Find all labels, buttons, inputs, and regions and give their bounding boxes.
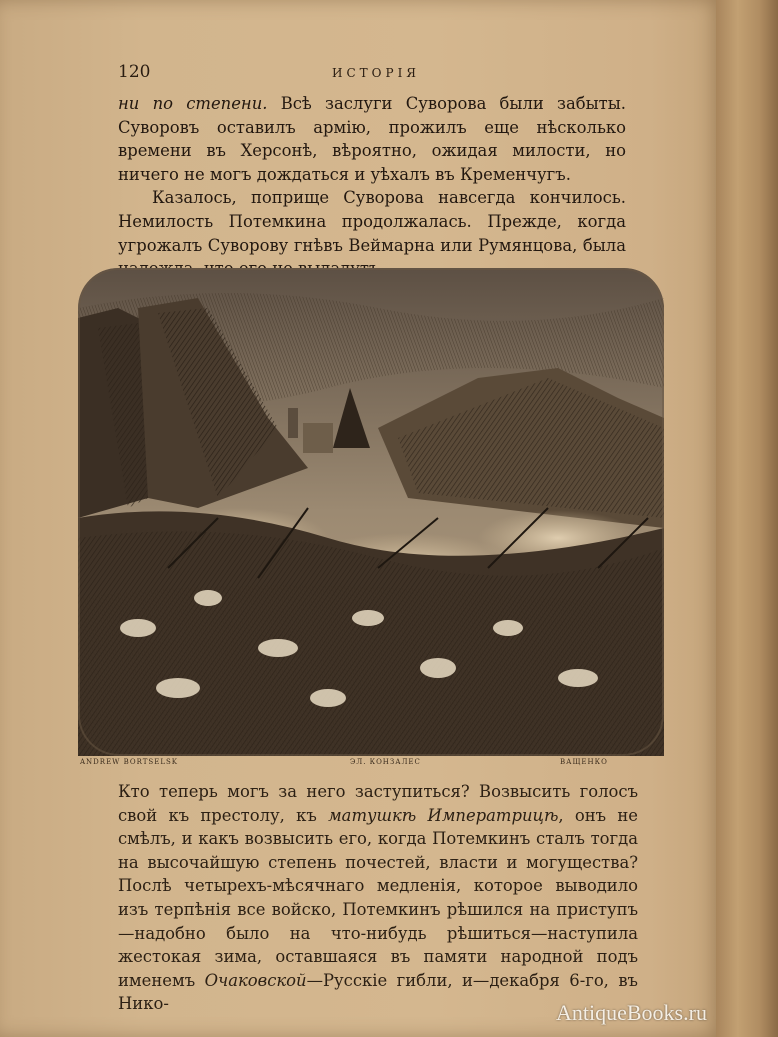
paragraph-3-seg5: —Русскіе гибли, и—декабря 6-го, въ Нико- [118,970,638,1014]
paragraph-1-text: Всѣ заслуги Суворова были забыты. Суворовъ оставилъ армію, прожилъ еще нѣсколько времени въ Херсонѣ, вѣроятно, ожидая милости, но ничего не могъ дождаться и уѣхалъ въ Кременчугъ. [118,94,626,184]
italic-phrase: ни по степени. [118,94,268,113]
engraving-illustration [78,268,664,756]
site-watermark: AntiqueBooks.ru [556,1000,707,1025]
credit-right: ВАЩЕНКО [560,758,608,766]
paragraph-3-seg3: , онъ не смѣлъ, и какъ возвысить его, когда Потемкинъ сталъ тогда на высочайшую степень почестей, власти и могущества? Послѣ четырехъ-мѣсячнаго медленія, которое выводило изъ терпѣнія все войско, Потемкинъ рѣшился на приступъ—надобно было на что-нибудь рѣшиться—наступила жестокая зима, оставшаяся въ памяти народной подъ именемъ [118,805,638,990]
running-title: ИСТОРІЯ [332,66,420,80]
text-top [118,92,626,281]
credit-center: ЭЛ. КОНЗАЛЕС [350,758,421,766]
paragraph-1 [118,92,626,186]
text-bottom [118,780,638,1016]
engraving-credits [80,758,666,770]
italic-phrase-empress: матушкѣ Императрицѣ [328,805,559,825]
page-edge [716,0,778,1037]
paragraph-3 [118,780,638,1016]
italic-phrase-ochakov: Очаковской [204,970,307,990]
paragraph-3-seg1: Кто теперь могъ за него заступиться? Возвысить голосъ свой къ престолу, къ [118,782,638,825]
page-number: 120 [118,62,151,82]
battle-engraving-image [78,268,664,756]
page-header [118,62,638,86]
credit-left: ANDREW BORTSELSK [80,758,179,766]
paragraph-2: Казалось, поприще Суворова навсегда кончилось. Немилость Потемкина продолжалась. Прежде, когда угрожалъ Суворову гнѣвъ Веймарна или Румянцова, была [118,188,626,255]
